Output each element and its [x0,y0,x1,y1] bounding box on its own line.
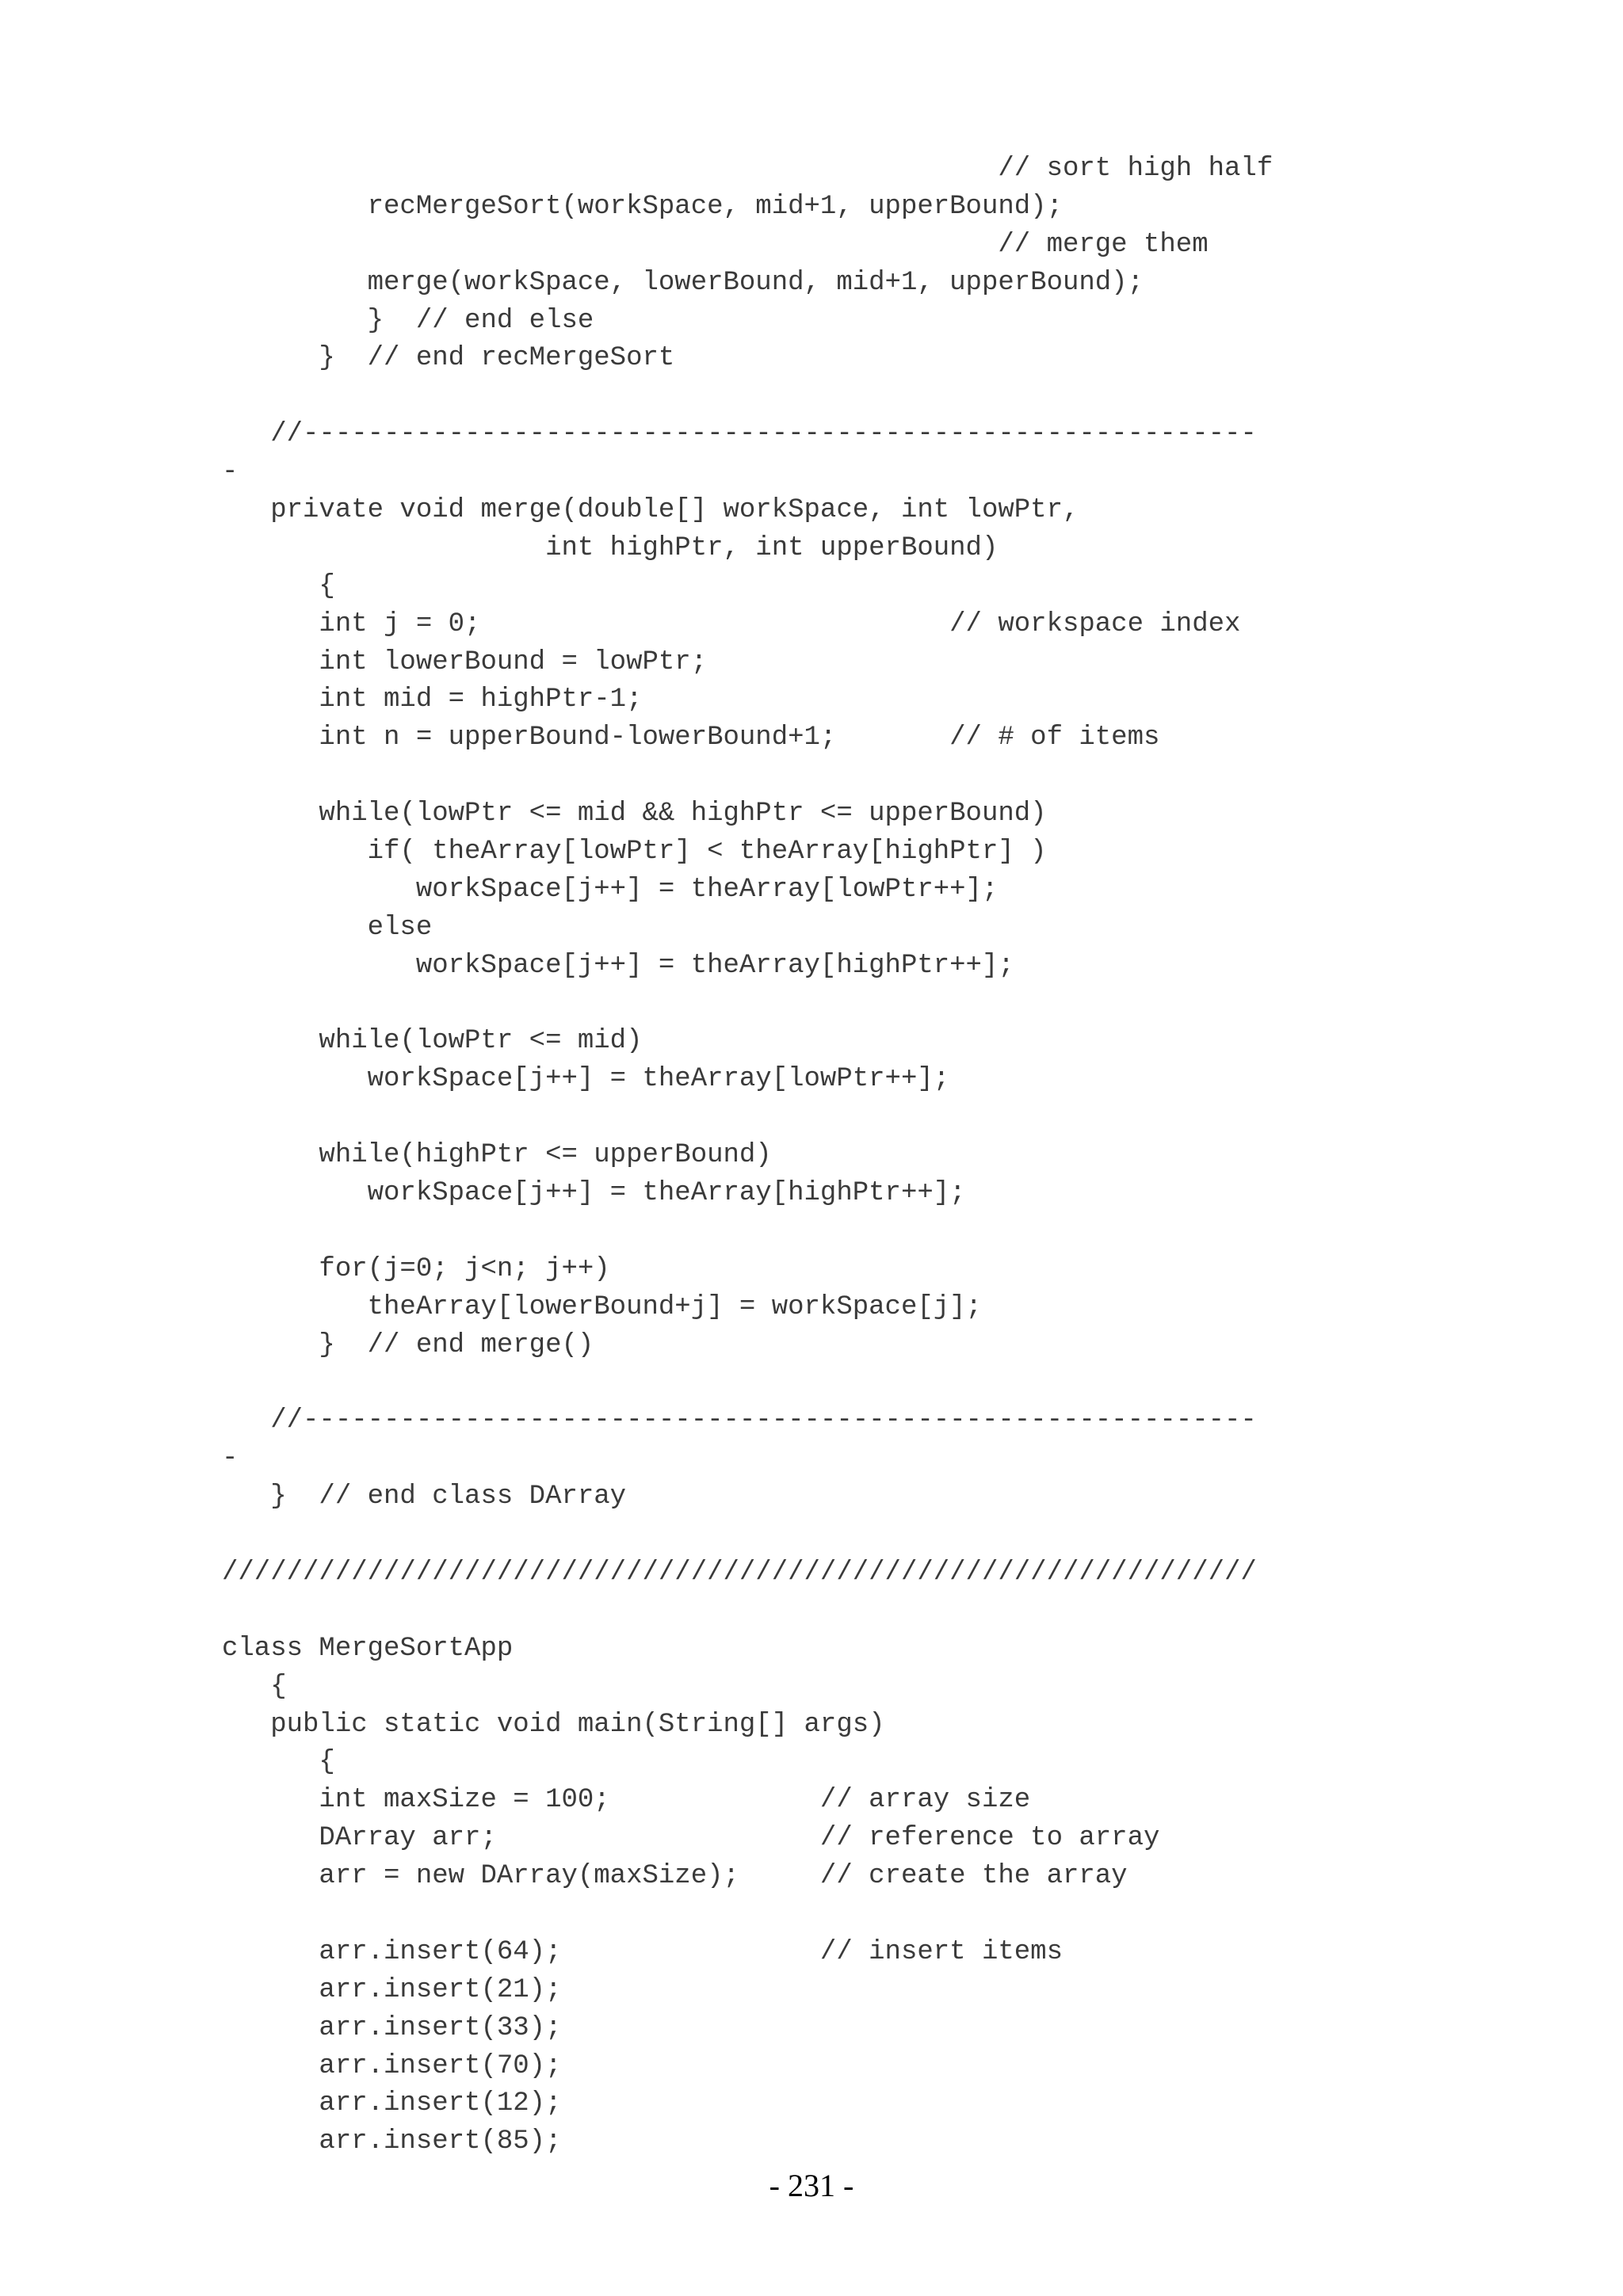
code-line: { [222,1747,335,1778]
code-line: while(highPtr <= upperBound) [222,1140,772,1171]
code-line: arr.insert(12); [222,2088,562,2119]
code-line [222,1896,1273,1934]
code-line: arr = new DArray(maxSize); // create the array [222,1861,1128,1892]
code-line [222,1213,1273,1251]
code-line: // merge them [222,229,1209,260]
code-line [222,757,1273,795]
code-line: class MergeSortApp [222,1633,514,1664]
code-line: arr.insert(64); // insert items [222,1936,1063,1967]
code-line: //----------------------------------------------------------- [222,1405,1257,1436]
code-line: arr.insert(85); [222,2126,562,2157]
code-line: } // end recMergeSort [222,343,675,374]
code-line: public static void main(String[] args) [222,1709,885,1740]
page-number: - 231 - [769,2168,854,2203]
code-line: { [222,570,335,601]
code-line: arr.insert(21); [222,1974,562,2005]
code-line: } // end merge() [222,1329,594,1360]
code-line: else [222,912,433,943]
code-line: //////////////////////////////////////////////////////////////// [222,1557,1257,1588]
code-line: - [222,1444,239,1474]
code-line [222,1365,1273,1403]
code-line: recMergeSort(workSpace, mid+1, upperBound); [222,191,1063,222]
code-line [222,1592,1273,1630]
code-line: int highPtr, int upperBound) [222,532,999,563]
code-listing [222,151,1273,2161]
code-line: int lowerBound = lowPtr; [222,646,708,677]
code-line: private void merge(double[] workSpace, int lowPtr, [222,495,1079,526]
code-line: for(j=0; j<n; j++) [222,1253,610,1284]
code-line: int maxSize = 100; // array size [222,1785,1031,1816]
code-line: arr.insert(33); [222,2012,562,2043]
code-line [222,378,1273,416]
code-line: //----------------------------------------------------------- [222,419,1257,450]
code-line: int j = 0; // workspace index [222,608,1241,639]
code-line [222,986,1273,1024]
code-line: - [222,457,239,488]
code-line: int n = upperBound-lowerBound+1; // # of items [222,723,1160,753]
code-line [222,1099,1273,1137]
code-line: merge(workSpace, lowerBound, mid+1, upperBound); [222,267,1144,298]
code-line: int mid = highPtr-1; [222,685,643,715]
code-line: workSpace[j++] = theArray[highPtr++]; [222,950,1014,981]
code-line: workSpace[j++] = theArray[highPtr++]; [222,1178,966,1209]
code-line: DArray arr; // reference to array [222,1823,1160,1854]
code-line: { [222,1671,287,1702]
code-line: } // end class DArray [222,1482,627,1512]
code-line [222,1516,1273,1554]
code-line: } // end else [222,305,594,336]
code-line: theArray[lowerBound+j] = workSpace[j]; [222,1291,982,1322]
code-line: if( theArray[lowPtr] < theArray[highPtr] ) [222,837,1047,868]
code-line: workSpace[j++] = theArray[lowPtr++]; [222,874,999,905]
code-line: // sort high half [222,154,1274,184]
code-line: arr.insert(70); [222,2050,562,2081]
code-line: while(lowPtr <= mid && highPtr <= upperBound) [222,799,1047,830]
code-line: workSpace[j++] = theArray[lowPtr++]; [222,1064,950,1095]
code-line: while(lowPtr <= mid) [222,1026,643,1057]
